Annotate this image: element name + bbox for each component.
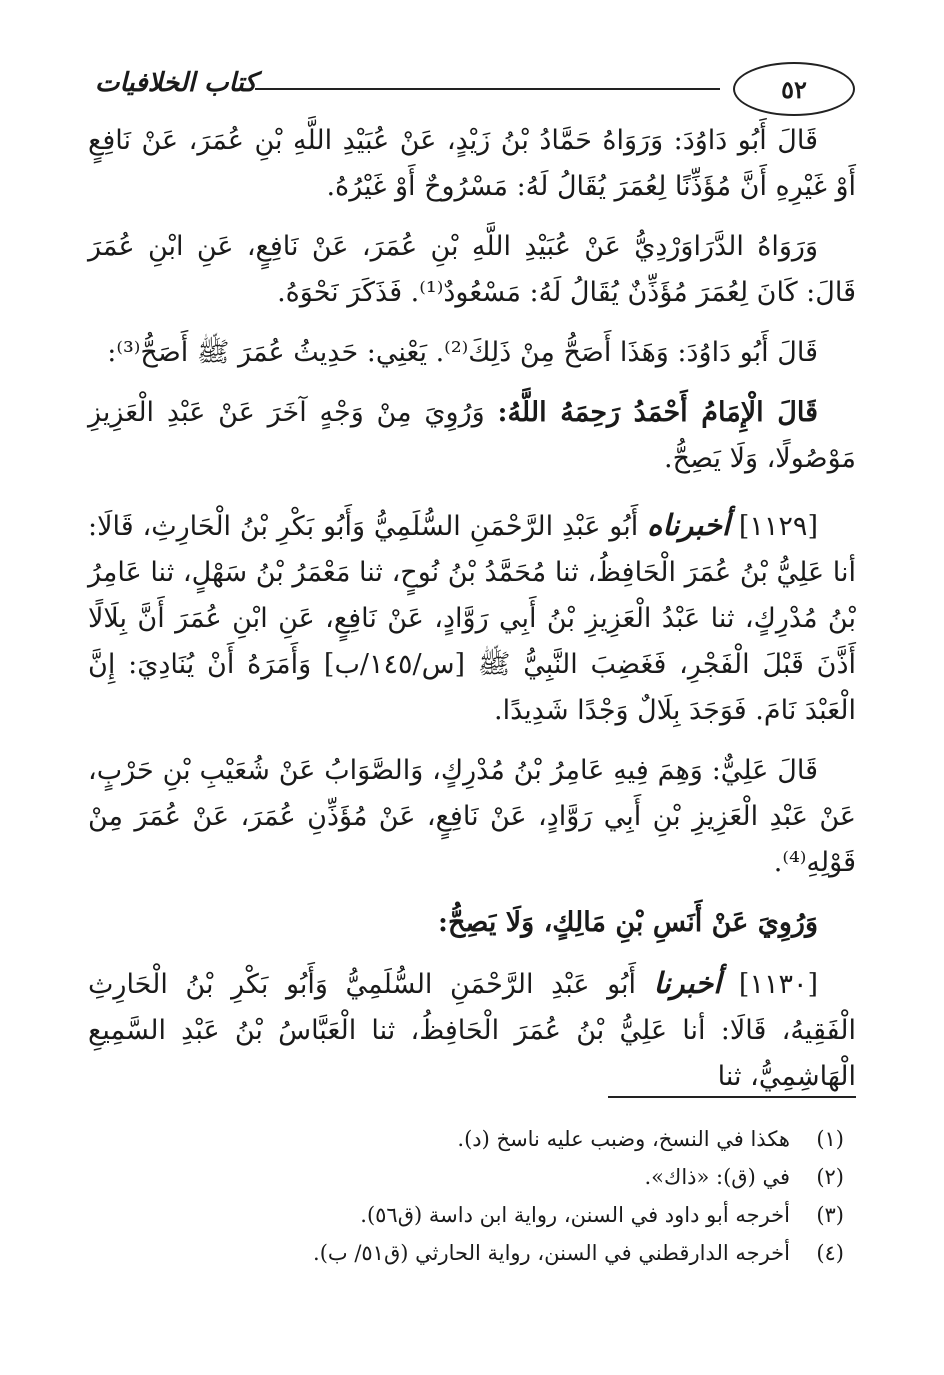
footnote-number: (٤) xyxy=(816,1241,844,1265)
paragraph-text: قَالَ أَبُو دَاوُدَ: وَهَذَا أَصَحُّ مِنْ ذَلِكَ⁽²⁾. يَعْنِي: حَدِيثُ عُمَرَ ﷺ أَصَحُّ⁽³⁾: xyxy=(107,337,818,368)
paragraph-abu-dawud-1 xyxy=(88,118,856,210)
footnote-divider xyxy=(608,1096,856,1098)
footnote-number: (٣) xyxy=(816,1203,844,1227)
paragraph-label: قَالَ الْإِمَامُ أَحْمَدُ رَحِمَهُ اللَّهُ: xyxy=(497,397,818,428)
hadith-keyword: أخبرنا xyxy=(653,966,722,1000)
hadith-keyword: أخبرناه xyxy=(647,508,730,542)
footnote-item xyxy=(88,1120,844,1158)
footnote-number: (٢) xyxy=(816,1165,844,1189)
footnote-text: هكذا في النسخ، وضبب عليه ناسخ (د). xyxy=(457,1127,790,1151)
footnote-item xyxy=(88,1196,844,1234)
paragraph-darawardi xyxy=(88,224,856,316)
paragraph-text: قَالَ أَبُو دَاوُدَ: وَرَوَاهُ حَمَّادُ بْنُ زَيْدٍ، عَنْ عُبَيْدِ اللَّهِ بْنِ عُمَرَ، عَنْ نَافِعٍ أَوْ غَيْرِهِ أَنَّ مُؤَذِّنًا لِعُمَرَ يُقَالُ لَهُ: مَسْرُوحٌ أَوْ غَيْرُهُ. xyxy=(88,125,856,202)
main-text xyxy=(88,118,856,1114)
hadith-text: أَبُو عَبْدِ الرَّحْمَنِ السُّلَمِيُّ وَأَبُو بَكْرِ بْنُ الْحَارِثِ، قَالَا: أنا عَلِيُّ بْنُ عُمَرَ الْحَافِظُ، ثنا مُحَمَّدُ بْنُ نُوحٍ، ثنا مَعْمَرُ بْنُ سَهْلٍ، ثنا عَامِرُ بْنُ مُدْرِكٍ، ثنا عَبْدُ الْعَزِيزِ بْنُ أَبِي رَوَّادٍ، عَنْ نَافِعٍ، عَنِ ابْنِ عُمَرَ أَنَّ بِلَالًا أَذَّنَ قَبْلَ الْفَجْرِ، فَغَضِبَ النَّبِيُّ ﷺ [س/١٤٥/ب] وَأَمَرَهُ أَنْ يُنَادِيَ: إِنَّ الْعَبْدَ نَامَ. فَوَجَدَ بِلَالٌ وَجْدًا شَدِيدًا. xyxy=(88,511,856,726)
footnote-number: (١) xyxy=(816,1127,844,1151)
hadith-number: [١١٢٩] xyxy=(738,511,818,542)
footnotes xyxy=(88,1120,844,1272)
header-rule xyxy=(255,88,720,90)
paragraph-imam-ahmad xyxy=(88,390,856,482)
footnote-item xyxy=(88,1158,844,1196)
paragraph-abu-dawud-2 xyxy=(88,330,856,376)
hadith-text: أَبُو عَبْدِ الرَّحْمَنِ السُّلَمِيُّ وَأَبُو بَكْرِ بْنُ الْحَارِثِ الْفَقِيهُ، قَالَا: أنا عَلِيُّ بْنُ عُمَرَ الْحَافِظُ، ثنا الْعَبَّاسُ بْنُ عَبْدِ السَّمِيعِ الْهَاشِمِيُّ، ثنا xyxy=(88,969,856,1092)
hadith-1129 xyxy=(88,502,856,734)
paragraph-text: وَرُوِيَ مِنْ وَجْهٍ آخَرَ عَنْ عَبْدِ الْعَزِيزِ مَوْصُولًا، وَلَا يَصِحُّ. xyxy=(88,397,856,474)
page-header xyxy=(95,60,855,120)
page-number: ٥٢ xyxy=(733,62,855,116)
book-title: كتاب الخلافيات xyxy=(95,68,257,98)
footnote-item xyxy=(88,1234,844,1272)
paragraph-text: وَرَوَاهُ الدَّرَاوَرْدِيُّ عَنْ عُبَيْدِ اللَّهِ بْنِ عُمَرَ، عَنْ نَافِعٍ، عَنِ ابْنِ عُمَرَ قَالَ: كَانَ لِعُمَرَ مُؤَذِّنٌ يُقَالُ لَهُ: مَسْعُودٌ⁽¹⁾. فَذَكَرَ نَحْوَهُ. xyxy=(88,231,856,308)
footnote-text: في (ق): «ذاك». xyxy=(644,1165,790,1189)
hadith-1130 xyxy=(88,960,856,1100)
footnote-text: أخرجه الدارقطني في السنن، رواية الحارثي (ق٥١/ ب). xyxy=(313,1241,790,1265)
hadith-number: [١١٣٠] xyxy=(738,969,818,1000)
ali-comment: قَالَ عَلِيٌّ: وَهِمَ فِيهِ عَامِرُ بْنُ مُدْرِكٍ، وَالصَّوَابُ عَنْ شُعَيْبِ بْنِ حَرْبٍ، عَنْ عَبْدِ الْعَزِيزِ بْنِ أَبِي رَوَّادٍ، عَنْ نَافِعٍ، عَنْ مُؤَذِّنِ عُمَرَ، عَنْ عُمَرَ مِنْ قَوْلِهِ⁽⁴⁾. xyxy=(88,755,856,878)
footnote-text: أخرجه أبو داود في السنن، رواية ابن داسة (ق٥٦). xyxy=(360,1203,790,1227)
anas-heading: وَرُوِيَ عَنْ أَنَسِ بْنِ مَالِكٍ، وَلَا يَصِحُّ: xyxy=(438,907,818,938)
